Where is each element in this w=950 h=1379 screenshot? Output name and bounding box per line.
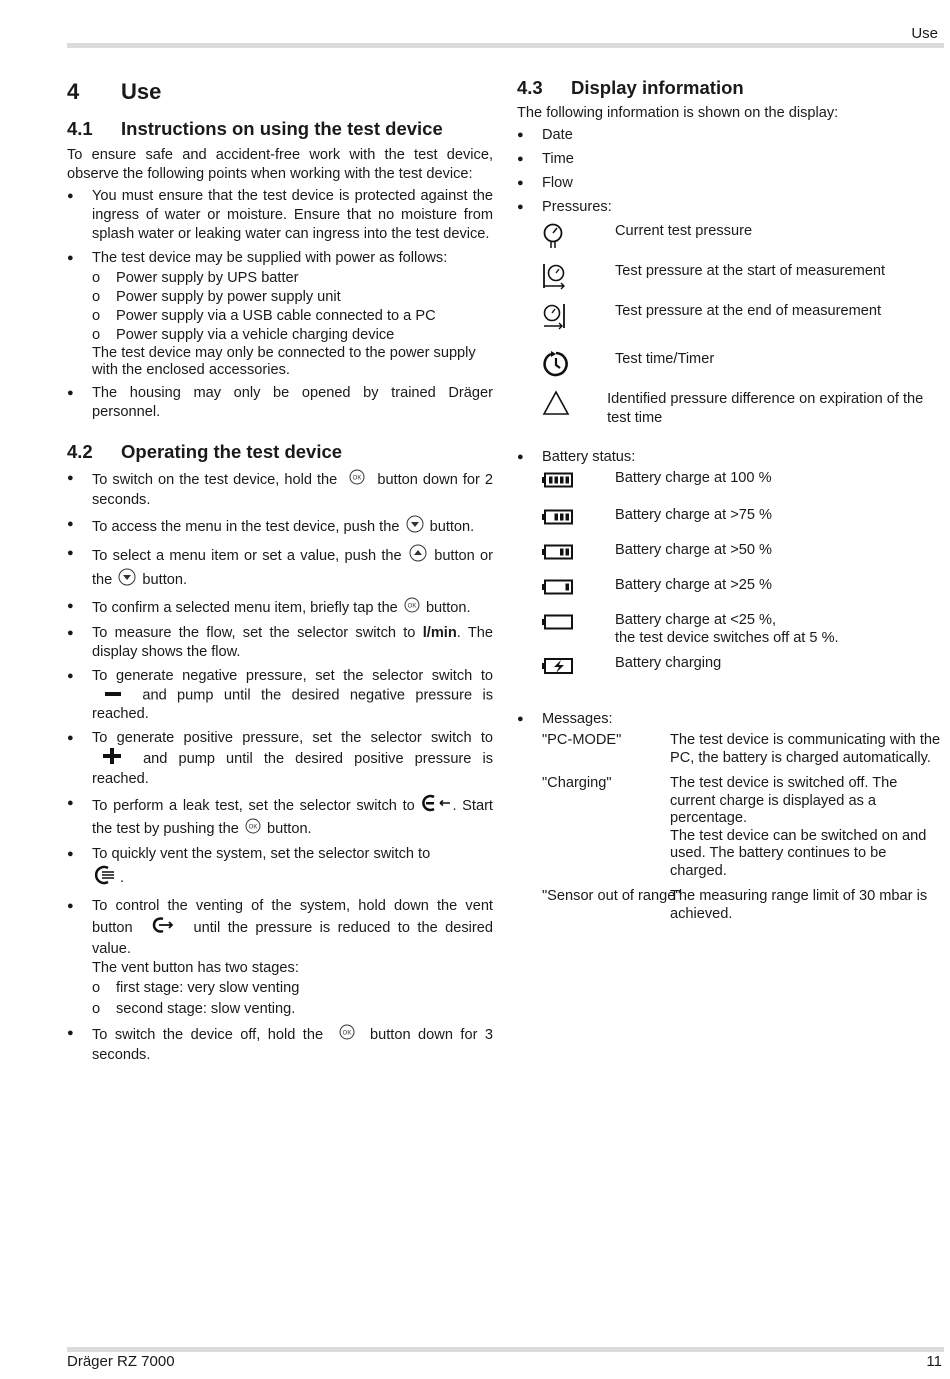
vent-stages-list — [92, 979, 493, 1019]
list-item — [67, 544, 493, 592]
list-item — [67, 794, 493, 840]
ok-label: OK — [342, 1030, 351, 1037]
plus-icon — [102, 748, 122, 770]
symbol-description — [615, 611, 839, 647]
sub-list-item: o first stage: very slow venting — [92, 979, 493, 998]
symbol-description: Battery charge at >25 % — [615, 577, 772, 593]
text: To access the menu in the test device, push the — [92, 518, 400, 535]
symbol-row — [517, 222, 942, 262]
delta-icon — [517, 386, 607, 422]
text: Battery charge at <25 %, — [615, 612, 777, 628]
ok-button-icon — [342, 469, 372, 491]
battery-symbols-table — [517, 469, 942, 710]
running-header: Use — [911, 25, 938, 42]
battery-empty-icon — [517, 611, 615, 636]
sub-list-item: o Power supply by power supply unit — [92, 288, 493, 307]
text: button. — [429, 518, 475, 535]
symbol-description: Battery charging — [615, 655, 722, 671]
text: button down for 2 seconds. — [92, 471, 493, 508]
list-item — [67, 845, 493, 892]
ok-label: OK — [407, 603, 417, 610]
ok-button-icon — [243, 818, 263, 840]
symbol-description: Battery charge at >50 % — [615, 542, 772, 558]
note-text: The test device may only be connected to the power supply with the enclosed accessories. — [92, 345, 476, 378]
text: To control the venting of the system, hold down the vent button — [92, 898, 493, 937]
leak-test-icon — [420, 794, 452, 818]
section-title: Use — [121, 79, 162, 104]
text: To perform a leak test, set the selector switch to — [92, 798, 415, 815]
message-description: The test device is communicating with the PC, the battery is charged automatically. — [670, 732, 941, 766]
pressure-start-icon — [517, 262, 615, 296]
note-text: The vent button has two stages: — [92, 960, 299, 977]
symbol-row — [517, 576, 942, 611]
text: . The display shows the flow. — [92, 625, 493, 660]
text — [92, 897, 493, 959]
instructions-list — [67, 187, 493, 422]
intro-paragraph: The following information is shown on the display: — [517, 105, 839, 121]
list-item — [67, 469, 493, 510]
text: To switch the device off, hold the — [92, 1027, 324, 1044]
battery-100-icon — [517, 469, 615, 494]
up-button-icon — [407, 544, 429, 568]
vent-button-icon — [150, 916, 176, 940]
symbol-row — [517, 262, 942, 302]
down-button-icon — [116, 568, 138, 592]
ok-label: OK — [248, 824, 258, 831]
list-item — [67, 249, 493, 379]
section-number: 4 — [67, 79, 80, 104]
text: . Start the test by pushing the — [92, 798, 493, 838]
text: To confirm a selected menu item, briefly tap the — [92, 599, 398, 616]
symbol-description: Current test pressure — [615, 223, 753, 239]
symbol-row — [517, 654, 942, 710]
symbol-row — [517, 506, 942, 541]
section-number: 4.2 — [67, 441, 93, 462]
message-description — [670, 775, 942, 880]
timer-icon — [517, 346, 615, 384]
menu-down-button-icon — [404, 515, 426, 539]
symbol-description: Identified pressure difference on expiration of the test time — [607, 391, 924, 426]
section-4-2-heading — [67, 440, 493, 464]
intro-paragraph: To ensure safe and accident-free work with the test device, observe the following points when working with the test device: — [67, 147, 493, 182]
page-number: 11 — [926, 1353, 942, 1370]
text: . — [120, 870, 125, 887]
message-row — [517, 732, 942, 767]
messages-list — [517, 710, 942, 729]
text: To measure the flow, set the selector switch to — [92, 625, 416, 641]
list-item: ● You must ensure that the test device is protected against the ingress of water or moisture. Ensure that no moisture from splash water or leaking water can ingress into the test device. — [67, 187, 493, 244]
text: button. — [142, 571, 188, 588]
quick-vent-icon — [92, 864, 120, 892]
display-items-list — [517, 126, 942, 217]
list-item: ● Pressures: — [517, 198, 942, 217]
message-row — [517, 888, 942, 923]
unit-label: l/min — [422, 625, 457, 641]
battery-list — [517, 448, 942, 467]
footer-rule — [67, 1347, 944, 1352]
text: button. — [266, 821, 312, 838]
ok-label: OK — [352, 475, 362, 482]
messages-table — [517, 732, 942, 923]
gauge-icon — [517, 222, 615, 256]
section-title: Display information — [571, 77, 744, 98]
power-supply-list — [92, 269, 493, 345]
sub-list-item: o Power supply by UPS batter — [92, 269, 493, 288]
text: To switch on the test device, hold the — [92, 471, 338, 488]
list-item: ● Messages: — [517, 710, 942, 729]
ok-button-icon — [337, 1024, 357, 1046]
symbol-description: Test pressure at the start of measurement — [615, 263, 886, 279]
section-4-3-heading — [517, 76, 942, 100]
message-key: "Sensor out of range" — [542, 888, 681, 904]
battery-charging-icon — [517, 654, 615, 681]
symbol-row — [517, 386, 942, 448]
list-item: ● Battery status: — [517, 448, 942, 467]
list-item — [67, 729, 493, 789]
message-description: The measuring range limit of 30 mbar is achieved. — [670, 888, 928, 922]
text: To generate negative pressure, set the selector switch to — [92, 668, 493, 684]
list-item — [67, 1024, 493, 1065]
list-item — [67, 597, 493, 619]
symbol-description: Test time/Timer — [615, 351, 715, 367]
minus-icon — [104, 686, 122, 705]
message-key: "Charging" — [542, 775, 612, 791]
text: and pump until the desired positive pressure is reached. — [92, 751, 493, 788]
symbol-row — [517, 541, 942, 576]
symbol-description: Test pressure at the end of measurement — [615, 303, 882, 319]
text: The test device is switched off. The current charge is displayed as a percentage. — [670, 775, 898, 826]
symbol-description: Battery charge at >75 % — [615, 507, 772, 523]
section-title: Operating the test device — [121, 441, 343, 462]
operating-list — [67, 469, 493, 1065]
list-item: ● The housing may only be opened by trained Dräger personnel. — [67, 384, 493, 422]
section-number: 4.3 — [517, 77, 543, 98]
symbol-row — [517, 611, 942, 654]
text: The test device can be switched on and used. The battery continues to be charged. — [670, 827, 927, 879]
section-4-heading — [67, 77, 493, 107]
right-column — [517, 74, 942, 923]
text: button or the — [92, 547, 494, 588]
symbol-description: Battery charge at 100 % — [615, 470, 772, 486]
symbol-row — [517, 302, 942, 346]
list-item: ● Time — [517, 150, 942, 169]
symbol-row — [517, 346, 942, 386]
list-item — [67, 624, 493, 662]
list-item: ● Flow — [517, 174, 942, 193]
list-item — [67, 515, 493, 539]
text: button down for 3 seconds. — [92, 1027, 493, 1064]
text: until the pressure is reduced to the desired value. — [92, 920, 494, 958]
section-number: 4.1 — [67, 118, 93, 139]
list-item: ● Date — [517, 126, 942, 145]
footer-product: Dräger RZ 7000 — [67, 1353, 175, 1370]
left-column — [67, 74, 493, 1070]
message-row — [517, 775, 942, 880]
section-title: Instructions on using the test device — [121, 118, 443, 139]
symbol-row — [517, 469, 942, 506]
sub-list-item: o second stage: slow venting. — [92, 1000, 493, 1019]
list-item — [67, 667, 493, 724]
ok-button-icon — [402, 597, 422, 619]
section-4-1-heading — [67, 117, 493, 141]
text: To generate positive pressure, set the selector switch to — [92, 730, 493, 747]
message-key: "PC-MODE" — [542, 732, 622, 748]
text: To quickly vent the system, set the selector switch to — [92, 846, 431, 863]
battery-50-icon — [517, 541, 615, 566]
pressure-symbols-table — [517, 222, 942, 448]
text: the test device switches off at 5 %. — [615, 630, 839, 646]
list-item — [67, 897, 493, 1019]
sub-list-item: o Power supply via a USB cable connected to a PC — [92, 307, 493, 326]
text: To select a menu item or set a value, push the — [92, 547, 402, 564]
text: button. — [425, 599, 471, 616]
text: and pump until the desired negative pressure is reached. — [92, 687, 493, 723]
list-item-text: The test device may be supplied with power as follows: — [92, 250, 448, 266]
pressure-end-icon — [517, 302, 615, 336]
header-rule — [67, 43, 944, 48]
battery-75-icon — [517, 506, 615, 531]
sub-list-item: o Power supply via a vehicle charging device — [92, 326, 493, 345]
battery-25-icon — [517, 576, 615, 601]
